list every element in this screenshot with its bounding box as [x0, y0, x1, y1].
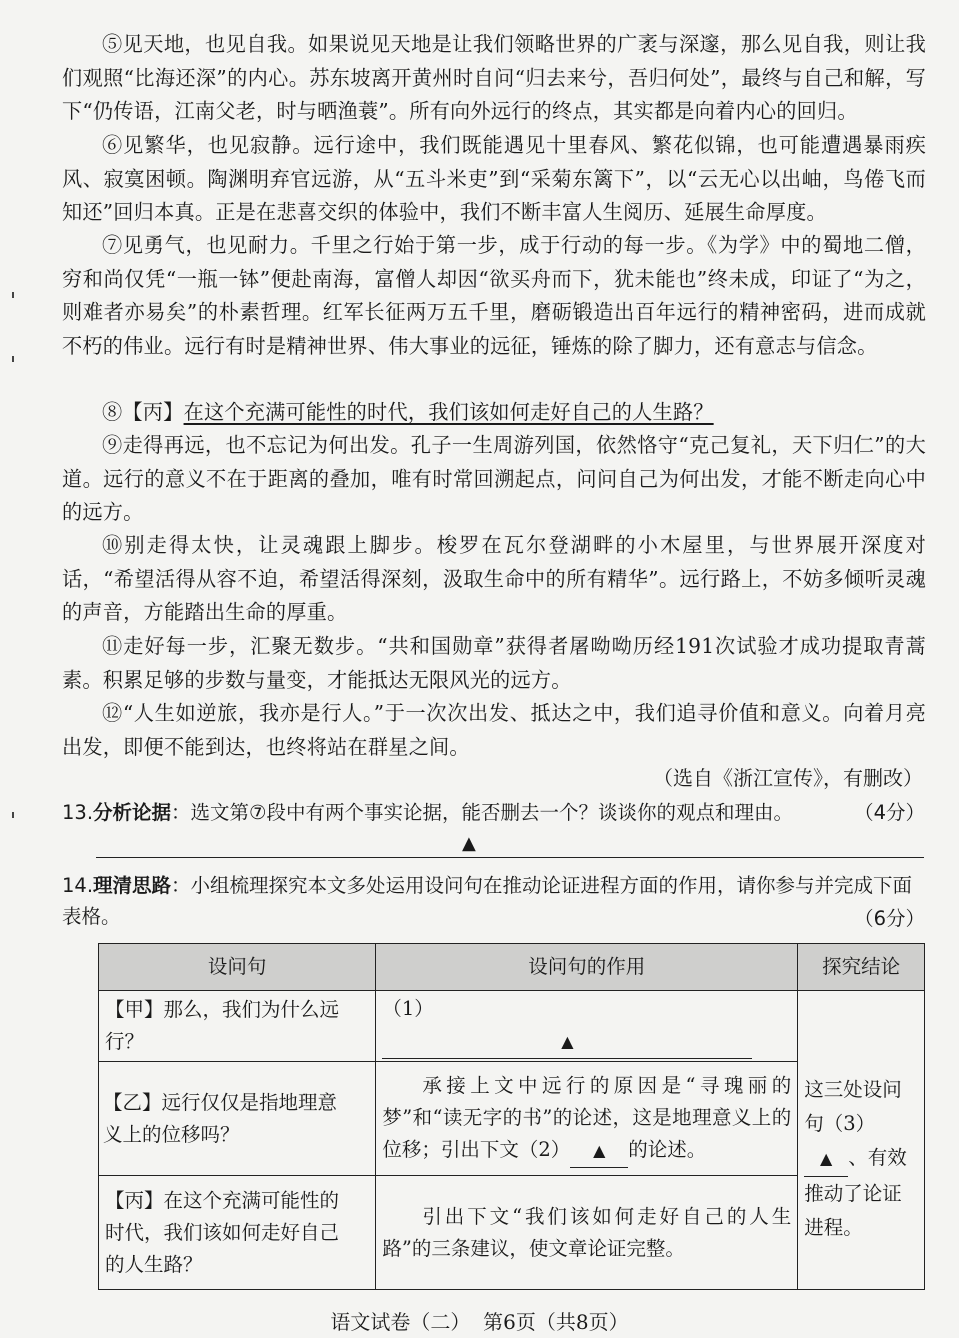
q14-label: 理清思路	[93, 874, 172, 897]
q13-number: 13.	[62, 801, 94, 824]
q13-label: 分析论据	[93, 801, 172, 824]
header-conclusion: 探究结论	[798, 944, 925, 991]
answer-blank-3[interactable]	[804, 1141, 848, 1177]
row-jia-role-prefix: （1）	[382, 997, 434, 1020]
paragraph-12: ⑫“人生如逆旅，我亦是行人。”于一次次出发、抵达之中，我们追寻价值和意义。向着月亮出发，即便不能到达，也终将站在群星之间。	[62, 701, 926, 759]
row-yi-role	[376, 1062, 798, 1176]
paragraph-8	[62, 396, 926, 430]
q13-text: ：选文第⑦段中有两个事实论据，能否删去一个？谈谈你的观点和理由。	[171, 801, 794, 824]
triangle-marker-icon: ▲	[561, 1032, 574, 1051]
paragraph-5: ⑤见天地，也见自我。如果说见天地是让我们领略世界的广袤与深邃，那么见自我，则让我们观照“比海还深”的内心。苏东坡离开黄州时自问“归去来兮，吾归何处”，最终与自己和解，写下“仍传语，江南父老，时与晒渔蓑”。所有向外远行的终点，其实都是向着内心的回归。	[62, 32, 926, 123]
conclusion-text-b: 、有效推动了论证进程。	[804, 1146, 907, 1239]
q14-number: 14.	[62, 874, 94, 897]
question-14	[62, 870, 922, 932]
paragraph-9: ⑨走得再远，也不忘记为何出发。孔子一生周游列国，依然恪守“克己复礼，天下归仁”的大道。远行的意义不在于距离的叠加，唯有时常回溯起点，问问自己为何出发，才能不断走向心中的远方。	[62, 433, 926, 524]
q13-answer-line[interactable]	[96, 857, 924, 858]
margin-tick	[12, 812, 14, 818]
paragraph-7: ⑦见勇气，也见耐力。千里之行始于第一步，成于行动的每一步。《为学》中的蜀地二僧，穷和尚仅凭“一瓶一钵”便赴南海，富僧人却因“欲买舟而下，犹未能也”终未成，印证了“为之，则难者亦易矣”的朴素哲理。红军长征两万五千里，磨砺锻造出百年远行的精神密码，进而成就不朽的伟业。远行有时是精神世界、伟大事业的远征，锤炼的除了脚力，还有意志与信念。	[62, 233, 926, 358]
table-row	[99, 991, 925, 1062]
row-yi-role-a: 承接上文中远行的原因是“寻瑰丽的梦”和“读无字的书”的论述，这是地理意义上的位移；引出下文（2）	[382, 1073, 792, 1161]
q14-text: ：小组梳理探究本文多处运用设问句在推动论证进程方面的作用，请你参与并完成下面表格。	[62, 874, 913, 928]
answer-blank-2[interactable]	[570, 1134, 628, 1168]
q14-score: （6分）	[854, 907, 925, 930]
margin-tick	[12, 292, 14, 298]
header-question: 设问句	[99, 944, 376, 991]
row-bing-role: 引出下文“我们该如何走好自己的人生路”的三条建议，使文章论证完整。	[376, 1176, 798, 1290]
paragraph-11: ⑪走好每一步，汇聚无数步。“共和国勋章”获得者屠呦呦历经191次试验才成功提取青蒿素。积累足够的步数与量变，才能抵达无限风光的远方。	[62, 634, 926, 692]
conclusion-text-a: 这三处设问句（3）	[804, 1078, 902, 1135]
source-citation: （选自《浙江宣传》，有删改）	[653, 766, 923, 790]
answer-blank-1[interactable]	[382, 1025, 752, 1059]
triangle-marker-icon: ▲	[593, 1140, 606, 1160]
table-header-row	[99, 944, 925, 991]
conclusion-cell	[798, 991, 925, 1290]
paragraph-6: ⑥见繁华，也见寂静。远行途中，我们既能遇见十里春风、繁花似锦，也可能遭遇暴雨疾风、寂寞困顿。陶渊明弃官远游，从“五斗米吏”到“采菊东篱下”，以“云无心以出岫，鸟倦飞而知还”回归本真。正是在悲喜交织的体验中，我们不断丰富人生阅历、延展生命厚度。	[62, 133, 926, 224]
paragraph-8-question: 在这个充满可能性的时代，我们该如何走好自己的人生路？	[183, 400, 714, 424]
row-yi-question: 【乙】远行仅仅是指地理意义上的位移吗？	[99, 1062, 376, 1176]
question-13	[62, 797, 926, 828]
row-jia-role	[376, 991, 798, 1062]
triangle-marker-icon: ▲	[820, 1149, 833, 1168]
row-jia-question: 【甲】那么，我们为什么远行？	[99, 991, 376, 1062]
paragraph-10: ⑩别走得太快，让灵魂跟上脚步。梭罗在瓦尔登湖畔的小木屋里，与世界展开深度对话，“希望活得从容不迫，希望活得深刻，汲取生命中的所有精华”。远行路上，不妨多倾听灵魂的声音，方能踏出生命的厚重。	[62, 533, 926, 624]
margin-tick	[12, 356, 14, 362]
q14-table	[98, 943, 925, 1290]
header-role: 设问句的作用	[376, 944, 798, 991]
q13-score: （4分）	[854, 801, 925, 824]
q13-answer-marker: ▲	[462, 833, 476, 854]
paragraph-8-prefix: ⑧【丙】	[102, 400, 184, 424]
row-yi-role-b: 的论述。	[628, 1137, 707, 1161]
page-footer: 语文试卷（二） 第6页（共8页）	[330, 1310, 629, 1334]
row-bing-question: 【丙】在这个充满可能性的时代，我们该如何走好自己的人生路？	[99, 1176, 376, 1290]
